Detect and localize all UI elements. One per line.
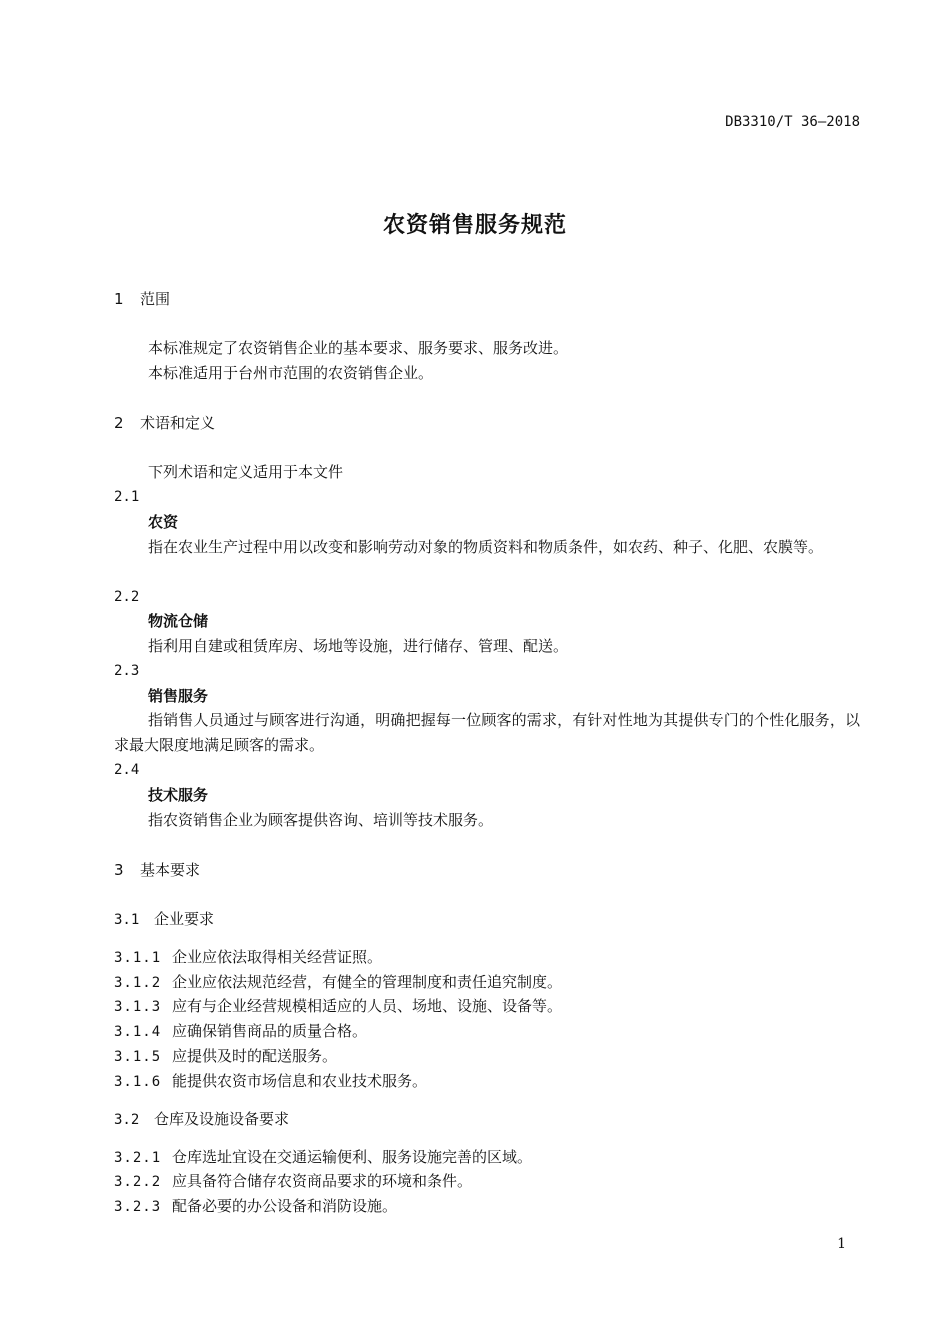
document-title: 农资销售服务规范 (382, 213, 567, 238)
clause-text: 企业应依法规范经营，有健全的管理制度和责任追究制度。 (172, 973, 563, 991)
clause-number: 3.2.3 (114, 1199, 162, 1215)
clause-item (114, 995, 562, 1018)
clause-item (114, 1146, 532, 1169)
section-title: 基本要求 (140, 861, 201, 879)
section-2-heading (114, 412, 215, 434)
subsection-title: 仓库及设施设备要求 (154, 1110, 290, 1128)
paragraph: 下列术语和定义适用于本文件 (148, 463, 344, 481)
clause-number: 3.2.2 (114, 1174, 162, 1190)
clause-number: 3.1.6 (114, 1074, 162, 1090)
term-number: 2.2 (114, 589, 140, 605)
clause-text: 应有与企业经营规模相适应的人员、场地、设施、设备等。 (172, 997, 563, 1015)
section-1-heading (114, 288, 170, 310)
clause-item (114, 946, 382, 969)
clause-item (114, 1070, 427, 1093)
clause-item (114, 1195, 397, 1218)
clause-text: 应确保销售商品的质量合格。 (172, 1022, 368, 1040)
clause-text: 配备必要的办公设备和消防设施。 (172, 1197, 398, 1215)
term-definition: 指利用自建或租赁库房、场地等设施，进行储存、管理、配送。 (148, 637, 569, 655)
clause-item (114, 1045, 337, 1068)
subsection-3-2-heading (114, 1108, 289, 1131)
standard-code: DB3310/T 36—2018 (725, 114, 860, 130)
clause-text: 应提供及时的配送服务。 (172, 1047, 338, 1065)
clause-text: 应具备符合储存农资商品要求的环境和条件。 (172, 1172, 473, 1190)
clause-number: 3.1.2 (114, 975, 162, 991)
clause-item (114, 1170, 472, 1193)
section-3-heading (114, 859, 200, 881)
clause-text: 仓库选址宜设在交通运输便利、服务设施完善的区域。 (172, 1148, 533, 1166)
subsection-3-1-heading (114, 908, 214, 931)
term-definition: 指在农业生产过程中用以改变和影响劳动对象的物质资料和物质条件，如农药、种子、化肥、农膜等。 (148, 538, 824, 556)
section-title: 范围 (140, 290, 171, 308)
clause-number: 3.1.5 (114, 1049, 162, 1065)
term-definition: 指销售人员通过与顾客进行沟通，明确把握每一位顾客的需求，有针对性地为其提供专门的个性化服务，以求最大限度地满足顾客的需求。 (114, 711, 860, 754)
clause-number: 3.1.1 (114, 950, 162, 966)
subsection-number: 3.1 (114, 912, 140, 928)
term-definition: 指农资销售企业为顾客提供咨询、培训等技术服务。 (148, 811, 494, 829)
section-number: 1 (114, 290, 124, 308)
clause-item (114, 971, 562, 994)
subsection-number: 3.2 (114, 1112, 140, 1128)
paragraph: 本标准规定了农资销售企业的基本要求、服务要求、服务改进。 (148, 339, 569, 357)
term-name: 技术服务 (148, 786, 209, 804)
paragraph: 本标准适用于台州市范围的农资销售企业。 (148, 364, 434, 382)
clause-number: 3.2.1 (114, 1150, 162, 1166)
term-number: 2.4 (114, 762, 140, 778)
term-name: 销售服务 (148, 687, 209, 705)
section-number: 2 (114, 414, 124, 432)
term-number: 2.3 (114, 663, 140, 679)
clause-number: 3.1.3 (114, 999, 162, 1015)
term-number: 2.1 (114, 489, 140, 505)
clause-text: 能提供农资市场信息和农业技术服务。 (172, 1072, 428, 1090)
section-number: 3 (114, 861, 124, 879)
term-name: 物流仓储 (148, 612, 209, 630)
clause-text: 企业应依法取得相关经营证照。 (172, 948, 383, 966)
section-title: 术语和定义 (140, 414, 216, 432)
page-number: 1 (837, 1236, 846, 1252)
clause-item (114, 1020, 367, 1043)
subsection-title: 企业要求 (154, 910, 215, 928)
clause-number: 3.1.4 (114, 1024, 162, 1040)
term-name: 农资 (148, 513, 179, 531)
